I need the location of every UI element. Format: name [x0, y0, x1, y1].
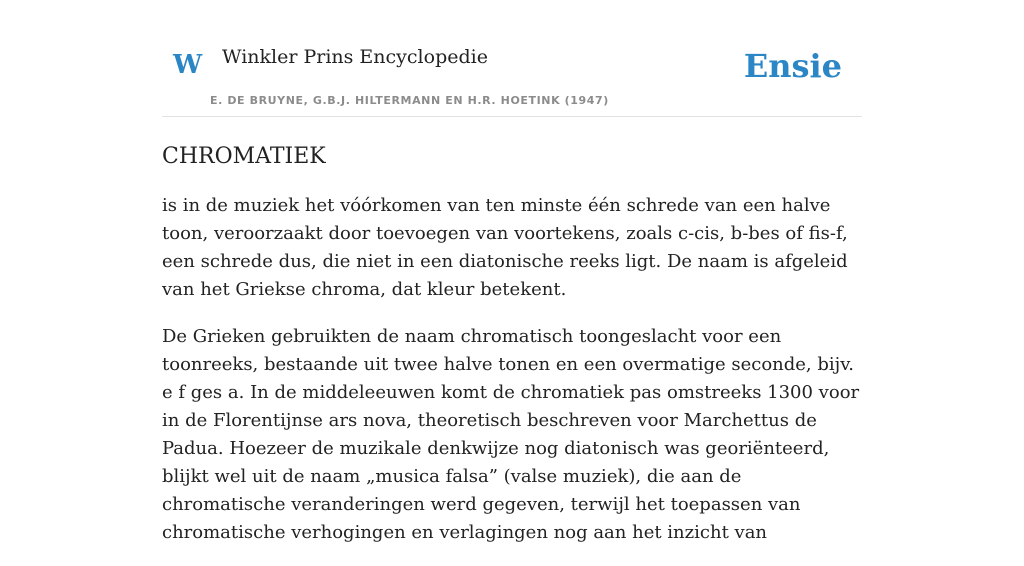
ensie-logo[interactable]: Ensie — [743, 47, 842, 85]
source-header — [162, 0, 862, 117]
entry-body — [162, 192, 862, 547]
entry-title: CHROMATIEK — [162, 144, 326, 169]
entry-paragraph: is in de muziek het vóórkomen van ten minste één schrede van een halve toon, veroorzaakt door toevoegen van voortekens, zoals c-cis, b-bes of fis-f, een schrede dus, die niet in een diatonische reeks ligt. De naam is afgeleid van het Griekse chroma, dat kleur betekent. — [162, 195, 848, 301]
winkler-prins-logo[interactable]: W — [173, 50, 203, 80]
page — [162, 0, 862, 566]
source-authors: E. DE BRUYNE, G.B.J. HILTERMANN EN H.R. HOETINK (1947) — [210, 94, 609, 107]
entry-paragraph: De Grieken gebruikten de naam chromatisch toongeslacht voor een toonreeks, bestaande uit twee halve tonen en een overmatige seconde, bijv. e f ges a. In de middeleeuwen komt de chromatiek pas omstreeks 1300 voor in de Florentijnse ars nova, theoretisch beschreven voor Marchettus de Padua. Hoezeer de muzikale denkwijze nog diatonisch was georiënteerd, blijkt wel uit de naam „musica falsa” (valse muziek), die aan de chromatische veranderingen werd gegeven, terwijl het toepassen van chromatische verhogingen en verlagingen nog aan het inzicht van — [162, 326, 860, 544]
source-title[interactable]: Winkler Prins Encyclopedie — [222, 46, 488, 68]
